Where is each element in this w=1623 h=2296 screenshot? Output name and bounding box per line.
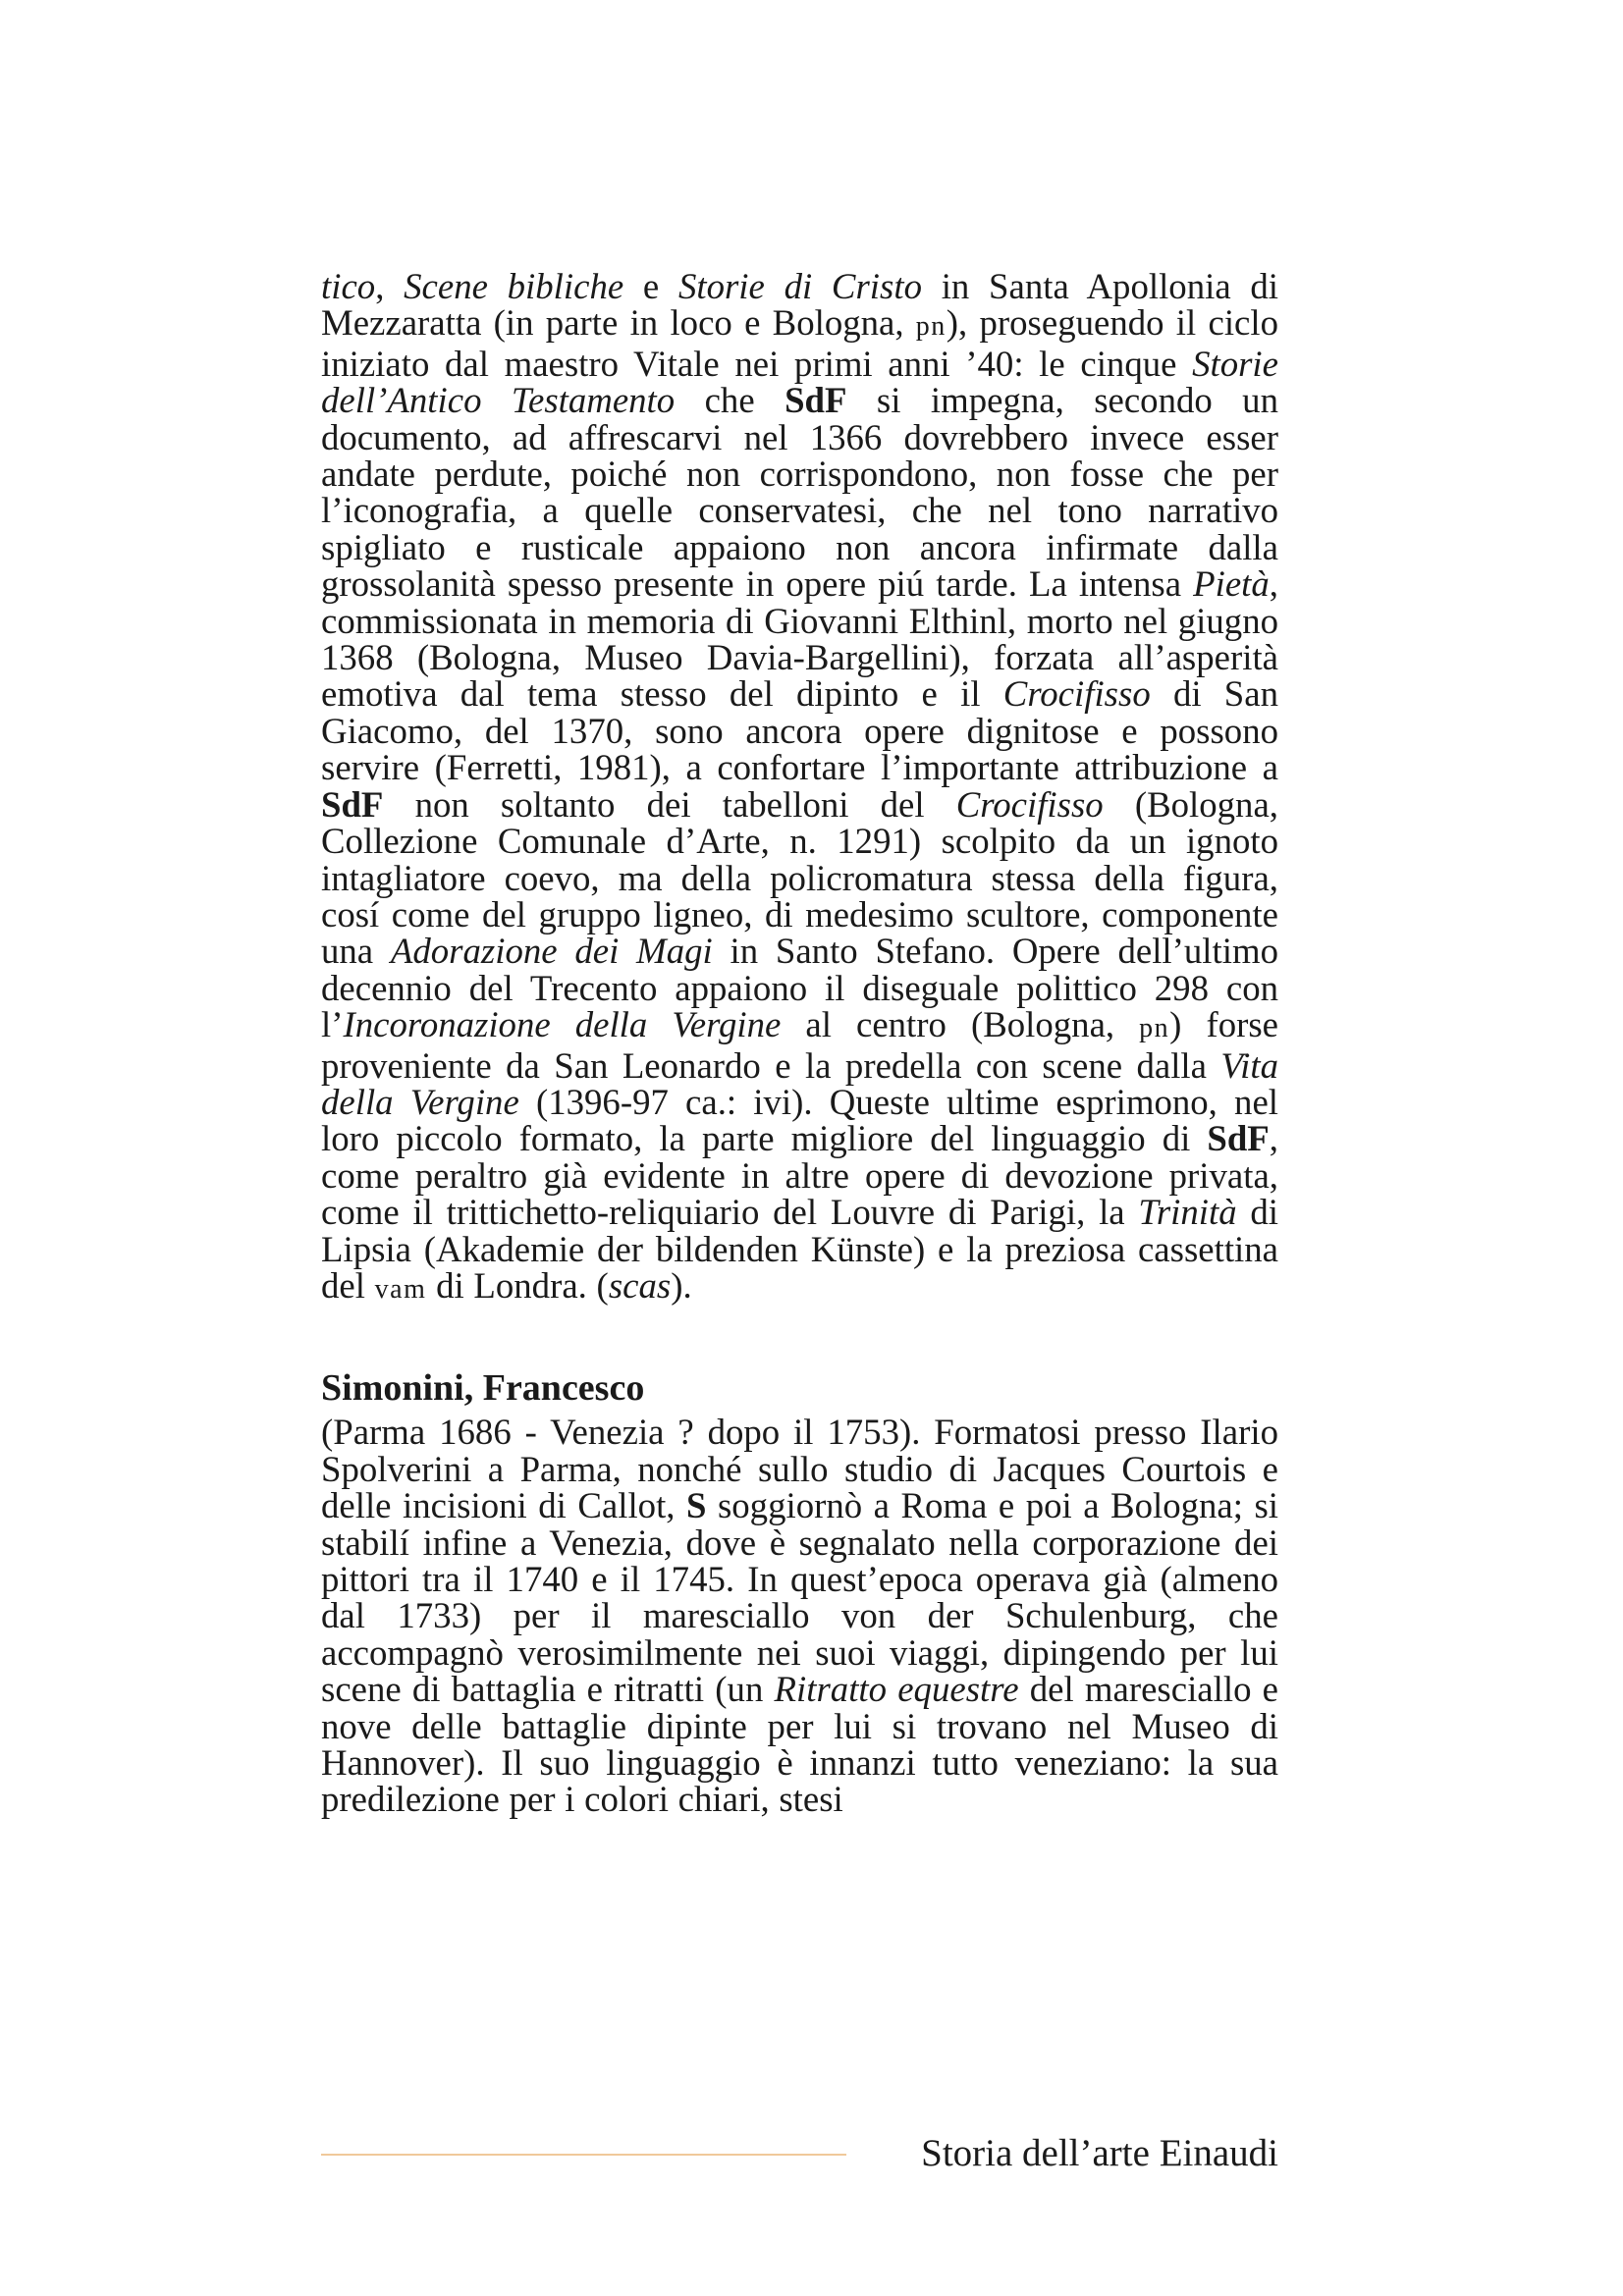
body-text: di Londra. ( [426, 1264, 609, 1306]
body-text: al centro (Bologna, [781, 1004, 1140, 1045]
page-body [321, 268, 1278, 1818]
body-text: si impegna, secondo un documento, ad affrescarvi nel 1366 dovrebbero invece esser andate perdute, poiché non corrispondono, non fosse che per l’iconografia, a quelle conservatesi, che nel tono narrativo spigliato e rusticale appaiono non ancora infirmate dalla grossolanità spesso presente in opere piú tarde. La intensa [321, 380, 1278, 605]
italic-title-text: Crocifisso [1002, 673, 1151, 715]
entry-continuation-paragraph [321, 268, 1278, 1308]
body-text: di San Giacomo, del 1370, sono ancora opere dignitose e possono servire (Ferretti, 1981), a confortare l’importante attribuzione a [321, 673, 1279, 788]
bold-abbreviation: S [686, 1485, 707, 1526]
body-text: , [375, 266, 405, 306]
small-caps-abbreviation: pn [915, 311, 947, 343]
italic-title-text: Adorazione dei Magi [390, 931, 713, 972]
small-caps-abbreviation: pn [1139, 1013, 1170, 1044]
italic-title-text: Pietà [1193, 563, 1270, 605]
body-text: non soltanto dei tabelloni del [383, 783, 956, 825]
body-text: (Bologna, Collezione Comunale d’Arte, n. 1291) scolpito da un ignoto intagliatore coevo, ma della policromatura stessa della figura, cosí come del gruppo ligneo, di medesimo scultore, componente una [321, 783, 1278, 972]
italic-title-text: Ritratto equestre [774, 1669, 1019, 1710]
italic-title-text: Scene bibliche [404, 266, 624, 306]
body-text: e [623, 266, 678, 306]
bold-abbreviation: SdF [1207, 1118, 1270, 1159]
italic-title-text: Storie di Cristo [677, 266, 922, 306]
entry-paragraph [321, 1412, 1278, 1820]
body-text: in Santa Apollonia di Mezzaratta (in parte in loco e Bologna, [321, 266, 1278, 344]
body-text: del maresciallo e nove delle battaglie dipinte per lui si trovano nel Museo di Hannover). Il suo linguaggio è innanzi tutto veneziano: la sua predilezione per i colori chiari, stesi [321, 1669, 1278, 1820]
body-text: , come peraltro già evidente in altre opere di devozione privata, come il trittichetto-reliquiario del Louvre di Parigi, la [321, 1118, 1278, 1233]
body-text: soggiornò a Roma e poi a Bologna; si stabilí infine a Venezia, dove è segnalato nella corporazione dei pittori tra il 1740 e il 1745. In quest’epoca operava già (almeno dal 1733) per il maresciallo von der Schulenburg, che accompagnò verosimilmente nei suoi viaggi, dipingendo per lui scene di battaglia e ritratti (un [321, 1485, 1278, 1710]
italic-title-text: Vita della Vergine [321, 1044, 1278, 1122]
italic-title-text: tico [321, 266, 376, 306]
body-text: , commissionata in memoria di Giovanni Elthinl, morto nel giugno 1368 (Bologna, Museo Davia-Bargellini), forzata all’asperità emotiva dal tema stesso del dipinto e il [321, 563, 1278, 715]
body-text: ), proseguendo il ciclo iniziato dal maestro Vitale nei primi anni ’40: le cinque [321, 302, 1278, 384]
page-footer [321, 2132, 1278, 2181]
body-text: in Santo Stefano. Opere dell’ultimo decennio del Trecento appaiono il diseguale polittico 298 con l’ [321, 931, 1278, 1045]
italic-title-text: Crocifisso [955, 783, 1104, 825]
small-caps-abbreviation: vam [374, 1273, 427, 1305]
body-text: di Lipsia (Akademie der bildenden Künste) e la preziosa cassettina del [321, 1192, 1278, 1306]
entry-title: Simonini, Francesco [321, 1367, 645, 1410]
italic-title-text: Trinità [1138, 1192, 1237, 1233]
body-text: (Parma 1686 - Venezia ? dopo il 1753). Formatosi presso Ilario Spolverini a Parma, nonché sullo studio di Jacques Courtois e delle incisioni di Callot, [321, 1412, 1278, 1526]
footer-rule [321, 2154, 846, 2156]
footer-publication-title: Storia dell’arte Einaudi [921, 2132, 1278, 2174]
bold-abbreviation: SdF [784, 380, 847, 421]
italic-title-text: Incoronazione della Vergine [343, 1004, 782, 1045]
italic-title-text: scas [608, 1264, 672, 1306]
bold-abbreviation: SdF [321, 783, 384, 825]
body-text: ) forse proveniente da San Leonardo e la predella con scene dalla [321, 1004, 1279, 1086]
italic-title-text: Storie dell’Antico Testamento [321, 343, 1278, 421]
body-text: che [675, 380, 785, 421]
body-text: (1396-97 ca.: ivi). Queste ultime esprimono, nel loro piccolo formato, la parte migliore del linguaggio di [321, 1081, 1278, 1159]
body-text: ). [671, 1264, 692, 1306]
